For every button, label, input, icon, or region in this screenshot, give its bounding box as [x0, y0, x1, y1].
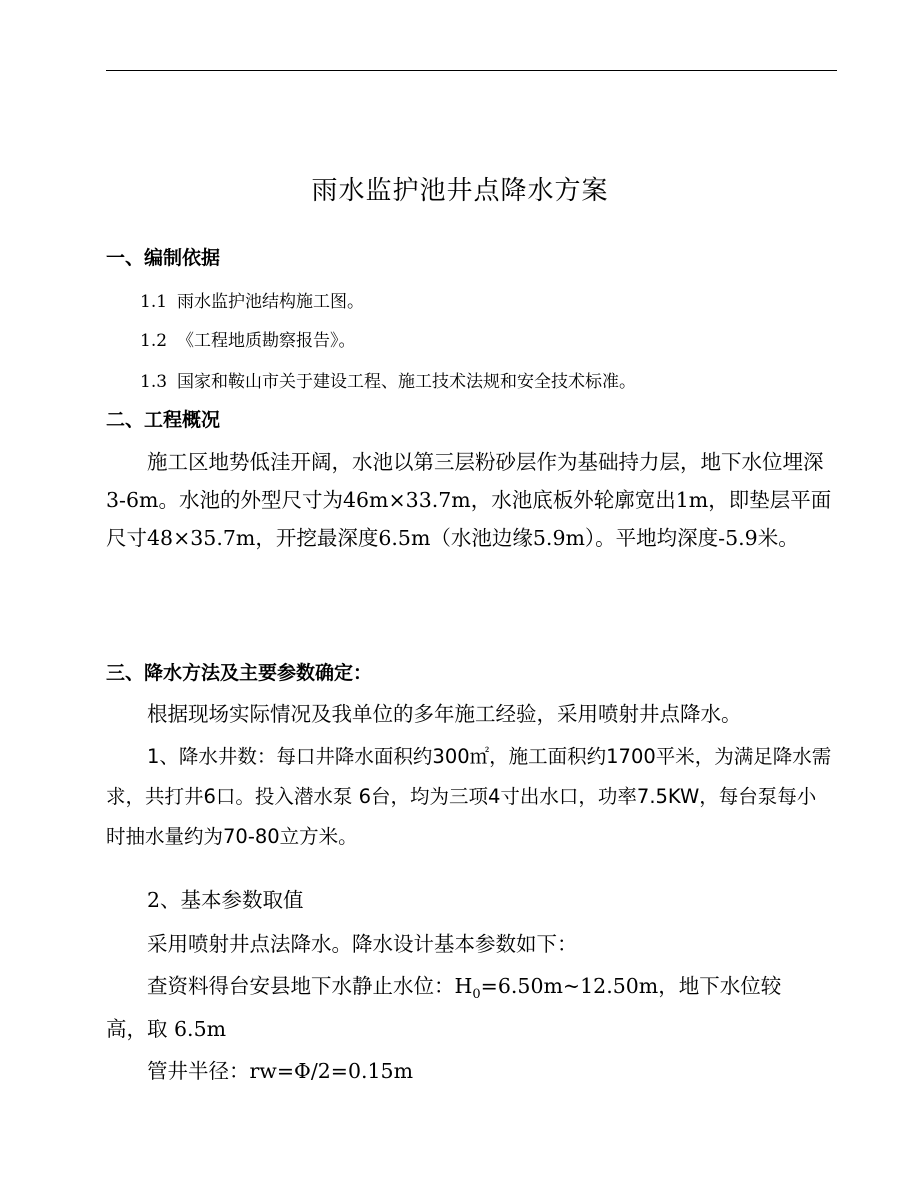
water-level-suffix: =6.50m~12.50m，地下水位较 [480, 974, 782, 998]
well-count-paragraph [106, 737, 834, 857]
parameters-subheading: 2、基本参数取值 [147, 888, 304, 912]
item-text: 《工程地质勘察报告》。 [177, 331, 356, 351]
item-number: 1.2 [140, 331, 168, 351]
list-item [140, 287, 364, 312]
section-2-heading: 二、工程概况 [106, 409, 221, 431]
overview-paragraph [106, 443, 834, 557]
header-rule [106, 70, 837, 71]
item-number: 1.3 [140, 372, 168, 392]
item-number: 1.1 [140, 292, 168, 312]
well-count-text: 1、降水井数：每口井降水面积约300㎡，施工面积约1700平米，为满足降水需求，共打井6口。投入潜水泵 6台，均为三项4寸出水口，功率7.5KW，每台泵每小时抽水量约为70-80立方米。 [106, 745, 832, 848]
item-text: 国家和鞍山市关于建设工程、施工技术法规和安全技术标准。 [177, 372, 637, 392]
section-3-heading: 三、降水方法及主要参数确定： [106, 662, 373, 684]
method-intro: 根据现场实际情况及我单位的多年施工经验，采用喷射井点降水。 [147, 702, 742, 726]
water-level-value: 高，取 6.5m [106, 1017, 227, 1041]
section-1-heading: 一、编制依据 [106, 247, 221, 269]
parameters-intro: 采用喷射井点法降水。降水设计基本参数如下： [147, 932, 578, 956]
water-level-line [147, 969, 887, 1002]
item-text: 雨水监护池结构施工图。 [177, 292, 365, 312]
water-level-subscript: 0 [472, 987, 481, 1003]
overview-text: 施工区地势低洼开阔，水池以第三层粉砂层作为基础持力层，地下水位埋深3-6m。水池的外型尺寸为46m×33.7m，水池底板外轮廓宽出1m，即垫层平面尺寸48×35.7m，开挖最深度6.5m（水池边缘5.9m）。平地均深度-5.9米。 [106, 450, 832, 550]
list-item [140, 326, 356, 351]
water-level-prefix: 查资料得台安县地下水静止水位：H [147, 974, 473, 998]
list-item [140, 367, 636, 392]
well-radius-line: 管井半径：rw=Φ/2=0.15m [147, 1059, 414, 1083]
document-title: 雨水监护池井点降水方案 [311, 176, 609, 206]
